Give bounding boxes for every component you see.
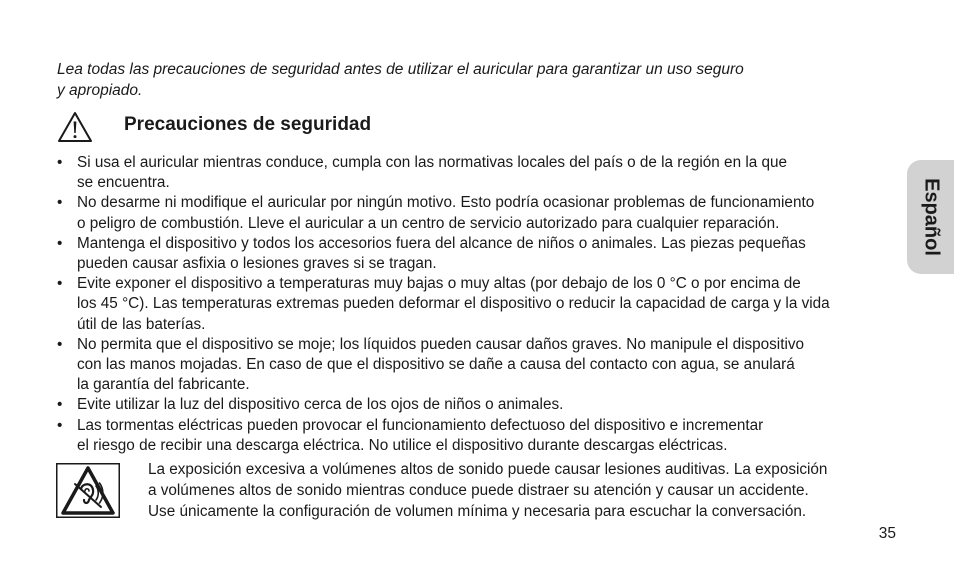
- intro-line: y apropiado.: [57, 82, 143, 99]
- language-tab: [907, 160, 954, 274]
- list-item: [57, 193, 902, 233]
- list-item: [57, 153, 902, 193]
- list-item: [57, 335, 902, 396]
- intro-line: Lea todas las precauciones de seguridad antes de utilizar el auricular para garantizar un uso seguro: [57, 61, 744, 78]
- list-item-line: la garantía del fabricante.: [77, 376, 250, 394]
- intro-paragraph: [57, 59, 857, 101]
- list-item-line: Mantenga el dispositivo y todos los accesorios fuera del alcance de niños o animales. Las piezas pequeñas: [77, 234, 806, 252]
- safety-list: [57, 153, 902, 456]
- page-number: 35: [878, 525, 896, 542]
- section-title: Precauciones de seguridad: [124, 114, 372, 135]
- list-item-line: Si usa el auricular mientras conduce, cumpla con las normativas locales del país o de la región en la que: [77, 154, 787, 171]
- list-item: [57, 274, 902, 335]
- hearing-warning-line: a volúmenes altos de sonido mientras conduce puede distraer su atención y causar un accidente.: [148, 482, 809, 499]
- hearing-warning-line: La exposición excesiva a volúmenes altos de sonido puede causar lesiones auditivas. La exposición: [148, 461, 828, 478]
- list-item-line: se encuentra.: [77, 174, 170, 192]
- list-item-line: Las tormentas eléctricas pueden provocar el funcionamiento defectuoso del dispositivo e incrementar: [77, 416, 764, 434]
- list-item-line: los 45 °C). Las temperaturas extremas pueden deformar el dispositivo o reducir la capacidad de carga y la vida: [77, 295, 830, 313]
- list-item: [57, 234, 902, 274]
- list-item: [57, 395, 902, 415]
- list-item-line: el riesgo de recibir una descarga eléctrica. No utilice el dispositivo durante descargas eléctricas.: [77, 436, 728, 454]
- hearing-warning-line: Use únicamente la configuración de volumen mínima y necesaria para escuchar la conversación.: [148, 503, 807, 520]
- list-item-line: Evite utilizar la luz del dispositivo cerca de los ojos de niños o animales.: [77, 396, 564, 414]
- language-tab-label: Español: [920, 178, 942, 256]
- hearing-damage-warning-icon: [56, 463, 120, 518]
- list-item-line: Evite exponer el dispositivo a temperaturas muy bajas o muy altas (por debajo de los 0 °C o por encima de: [77, 275, 801, 293]
- list-item-line: útil de las baterías.: [77, 315, 206, 333]
- warning-triangle-icon: [57, 111, 93, 143]
- list-item-line: con las manos mojadas. En caso de que el dispositivo se dañe a causa del contacto con agua, se anulará: [77, 356, 795, 374]
- list-item-line: pueden causar asfixia o lesiones graves si se tragan.: [77, 255, 437, 273]
- list-item-line: o peligro de combustión. Lleve el auricular a un centro de servicio autorizado para cualquier reparación.: [77, 214, 780, 232]
- list-item: [57, 416, 902, 456]
- list-item-line: No permita que el dispositivo se moje; los líquidos pueden causar daños graves. No manipule el dispositivo: [77, 335, 805, 353]
- hearing-warning-text: [148, 459, 898, 522]
- list-item-line: No desarme ni modifique el auricular por ningún motivo. Esto podría ocasionar problemas de funcionamiento: [77, 194, 815, 212]
